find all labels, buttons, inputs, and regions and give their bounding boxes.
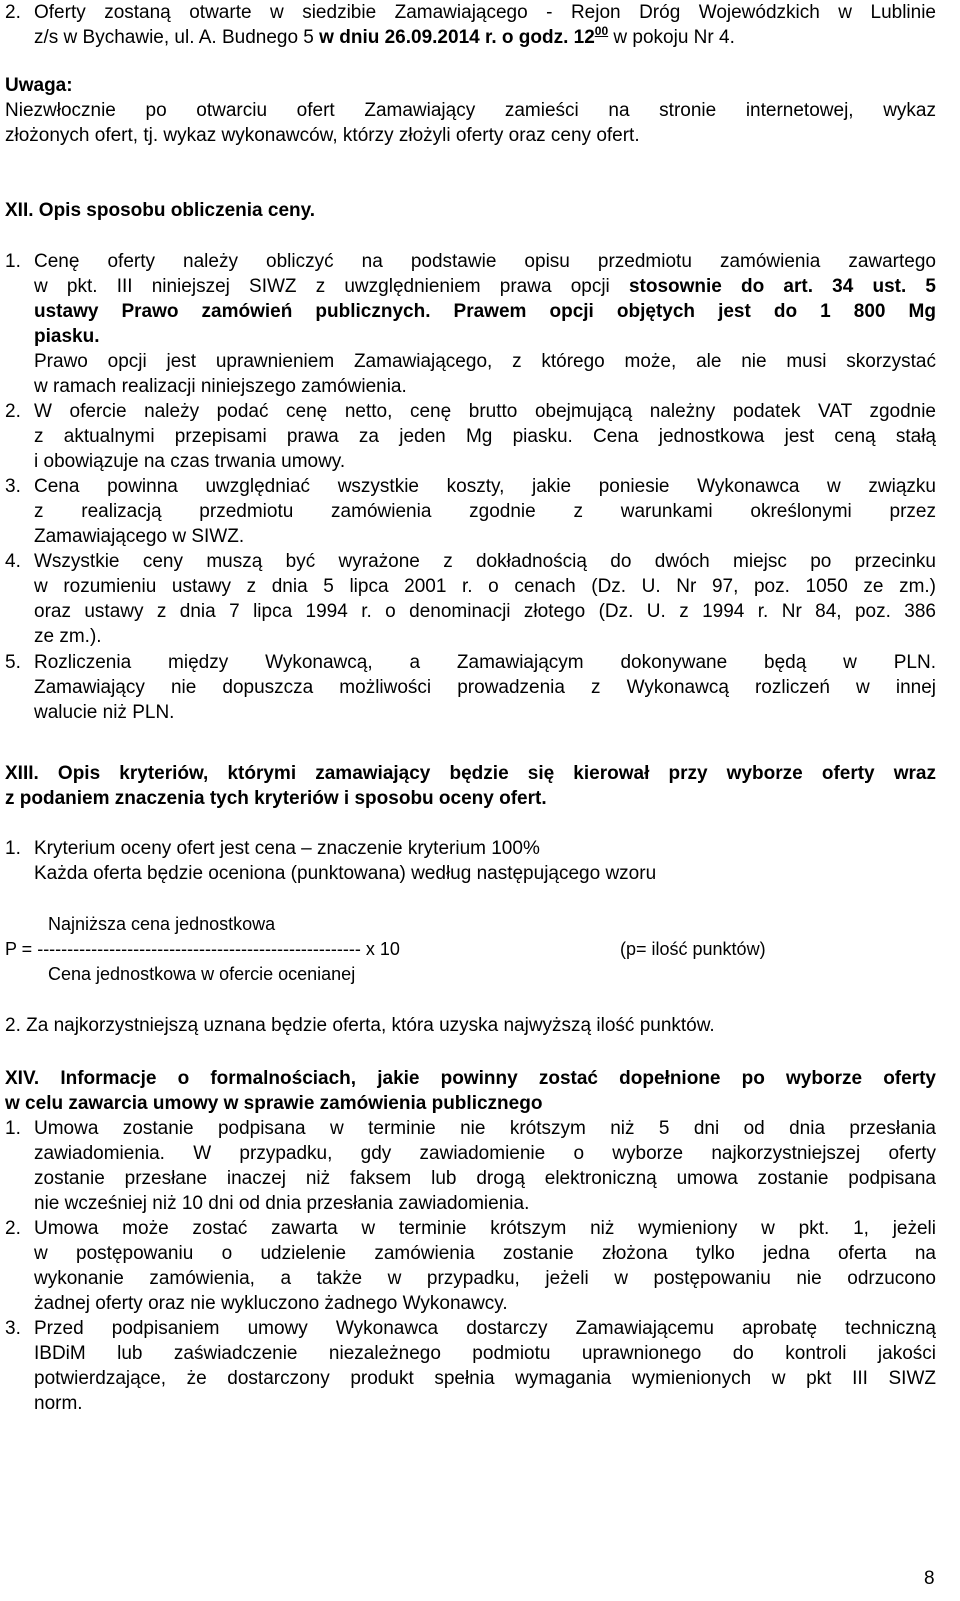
paragraph-line: Rozliczenia między Wykonawcą, a Zamawiającym dokonywane będą w PLN.	[34, 652, 936, 673]
paragraph-line: Cenę oferty należy obliczyć na podstawie opisu przedmiotu zamówienia zawartego	[34, 251, 936, 272]
paragraph-line: z realizacją przedmiotu zamówienia zgodnie z warunkami określonymi przez	[34, 501, 936, 522]
list-number: 5.	[5, 652, 21, 673]
list-number: 1.	[5, 838, 21, 859]
formula-numerator: Najniższa cena jednostkowa	[48, 914, 276, 934]
list-number: 4.	[5, 551, 21, 572]
section-heading: w celu zawarcia umowy w sprawie zamówienia publicznego	[5, 1093, 543, 1114]
paragraph-line: Zamawiającego w SIWZ.	[34, 526, 245, 547]
paragraph-line: ze zm.).	[34, 626, 102, 647]
formula-denominator: Cena jednostkowa w ofercie ocenianej	[48, 964, 356, 984]
paragraph-line: zostanie przesłane inaczej niż faksem lub drogą elektroniczną umowa zostanie podpisana	[34, 1168, 936, 1189]
paragraph-line: ustawy Prawo zamówień publicznych. Prawem opcji objętych jest do 1 800 Mg	[34, 301, 936, 322]
text-run: w pkt. III niniejszej SIWZ z uwzględnieniem prawa opcji	[34, 276, 629, 297]
opening-time-minutes: 00	[594, 24, 609, 38]
page-number: 8	[924, 1568, 935, 1589]
list-number: 3.	[5, 476, 21, 497]
paragraph-line: walucie niż PLN.	[34, 702, 175, 723]
paragraph-line: 2. Za najkorzystniejszą uznana będzie oferta, która uzyska najwyższą ilość punktów.	[5, 1015, 715, 1036]
paragraph-line: Każda oferta będzie oceniona (punktowana) według następującego wzoru	[34, 863, 657, 884]
paragraph-line: oraz ustawy z dnia 7 lipca 1994 r. o denominacji złotego (Dz. U. z 1994 r. Nr 84, poz. 386	[34, 601, 936, 622]
paragraph-line	[34, 25, 735, 50]
section-heading: XIV. Informacje o formalnościach, jakie powinny zostać dopełnione po wyborze oferty	[5, 1068, 936, 1089]
paragraph-line: potwierdzające, że dostarczony produkt spełnia wymagania wymienionych w pkt III SIWZ	[34, 1368, 936, 1389]
formula-note: (p= ilość punktów)	[620, 939, 766, 959]
paragraph-line: w postępowaniu o udzielenie zamówienia zostanie złożona tylko jedna oferta na	[34, 1243, 936, 1264]
list-number: 2.	[5, 2, 21, 23]
paragraph-line: złożonych ofert, tj. wykaz wykonawców, którzy złożyli oferty oraz ceny ofert.	[5, 125, 640, 146]
paragraph-line: piasku.	[34, 326, 100, 347]
paragraph-line: z aktualnymi przepisami prawa za jeden Mg piasku. Cena jednostkowa jest ceną stałą	[34, 426, 936, 447]
paragraph-line: W ofercie należy podać cenę netto, cenę brutto obejmującą należny podatek VAT zgodnie	[34, 401, 936, 422]
paragraph-line: Oferty zostaną otwarte w siedzibie Zamawiającego - Rejon Dróg Wojewódzkich w Lublinie	[34, 2, 936, 23]
paragraph-line: zawiadomienia. W przypadku, gdy zawiadomienie o wyborze najkorzystniejszej oferty	[34, 1143, 936, 1164]
paragraph-line: IBDiM lub zaświadczenie niezależnego podmiotu uprawnionego do kontroli jakości	[34, 1343, 936, 1364]
list-number: 3.	[5, 1318, 21, 1339]
paragraph-line: Umowa może zostać zawarta w terminie krótszym niż wymieniony w pkt. 1, jeżeli	[34, 1218, 936, 1239]
list-number: 1.	[5, 1118, 21, 1139]
paragraph-line: Prawo opcji jest uprawnieniem Zamawiającego, z którego może, ale nie musi skorzystać	[34, 351, 936, 372]
paragraph-line: Przed podpisaniem umowy Wykonawca dostarczy Zamawiającemu aprobatę techniczną	[34, 1318, 936, 1339]
section-heading: XII. Opis sposobu obliczenia ceny.	[5, 200, 316, 221]
list-number: 2.	[5, 401, 21, 422]
formula-line: P = ------------------------------------------------------ x 10	[5, 939, 400, 959]
section-heading: z podaniem znaczenia tych kryteriów i sposobu oceny ofert.	[5, 788, 547, 809]
paragraph-line: Kryterium oceny ofert jest cena – znaczenie kryterium 100%	[34, 838, 540, 859]
paragraph-line: żadnej oferty oraz nie wykluczono żadnego Wykonawcy.	[34, 1293, 508, 1314]
opening-date: w dniu 26.09.2014 r. o godz. 12	[319, 27, 595, 48]
paragraph-line: wykonanie zamówienia, a także w przypadku, jeżeli w postępowaniu nie odrzucono	[34, 1268, 936, 1289]
paragraph-line: Wszystkie ceny muszą być wyrażone z dokładnością do dwóch miejsc po przecinku	[34, 551, 936, 572]
note-label: Uwaga:	[5, 75, 73, 96]
paragraph-line: w ramach realizacji niniejszego zamówienia.	[34, 376, 407, 397]
text-run: z/s w Bychawie, ul. A. Budnego 5	[34, 27, 320, 48]
paragraph-line: w rozumieniu ustawy z dnia 5 lipca 2001 r. o cenach (Dz. U. Nr 97, poz. 1050 ze zm.)	[34, 576, 936, 597]
paragraph-line: Umowa zostanie podpisana w terminie nie krótszym niż 5 dni od dnia przesłania	[34, 1118, 936, 1139]
paragraph-line: Cena powinna uwzględniać wszystkie koszty, jakie poniesie Wykonawca w związku	[34, 476, 936, 497]
list-number: 1.	[5, 251, 21, 272]
paragraph-line	[34, 274, 936, 299]
text-run: w pokoju Nr 4.	[608, 27, 735, 48]
section-heading: XIII. Opis kryteriów, którymi zamawiający będzie się kierował przy wyborze oferty wraz	[5, 763, 936, 784]
paragraph-line: Niezwłocznie po otwarciu ofert Zamawiający zamieści na stronie internetowej, wykaz	[5, 100, 936, 121]
text-run-bold: stosownie do art. 34 ust. 5	[628, 276, 936, 297]
paragraph-line: Zamawiający nie dopuszcza możliwości prowadzenia z Wykonawcą rozliczeń w innej	[34, 677, 936, 698]
paragraph-line: nie wcześniej niż 10 dni od dnia przesłania zawiadomienia.	[34, 1193, 530, 1214]
list-number: 2.	[5, 1218, 21, 1239]
paragraph-line: i obowiązuje na czas trwania umowy.	[34, 451, 346, 472]
paragraph-line: norm.	[34, 1393, 83, 1414]
